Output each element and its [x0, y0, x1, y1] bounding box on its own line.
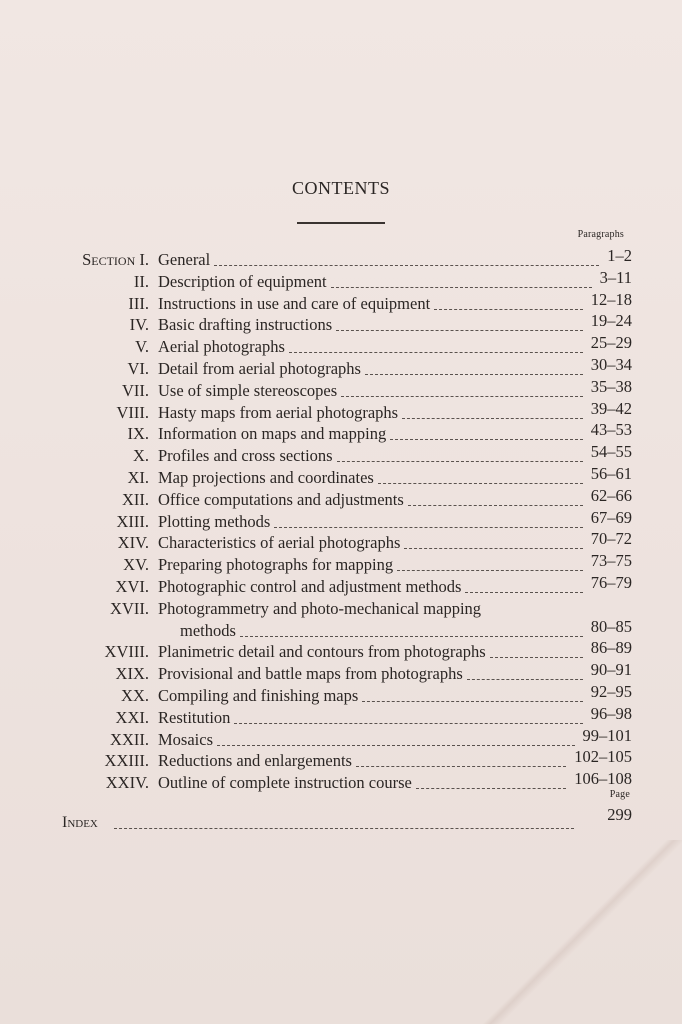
toc-row[interactable]: [0, 485, 682, 511]
section-numeral: XXIV.: [105, 773, 149, 793]
paragraph-range: 39–42: [590, 398, 632, 418]
section-numeral: XXIII.: [104, 751, 149, 771]
paragraph-range: 96–98: [590, 703, 632, 723]
paragraph-range: 67–69: [590, 507, 632, 527]
paragraph-range: 30–34: [590, 355, 632, 374]
section-title: Restitution: [158, 707, 231, 727]
paragraph-range: 106–108: [574, 769, 632, 789]
paragraph-range: 80–85: [590, 616, 632, 636]
section-numeral: XII.: [121, 489, 149, 509]
toc-row[interactable]: [0, 598, 682, 620]
dot-leader: [214, 264, 599, 266]
page-column-label: Page: [609, 789, 630, 800]
section-numeral: II.: [133, 271, 149, 291]
section-numeral: XIII.: [116, 511, 149, 531]
section-title: Provisional and battle maps from photographs: [158, 664, 463, 684]
toc-row[interactable]: [0, 267, 682, 293]
section-number: [116, 402, 149, 424]
section-title: Instructions in use and care of equipment: [158, 293, 431, 313]
section-title: Office computations and adjustments: [158, 489, 404, 509]
dot-leader: [274, 526, 583, 528]
section-title: Planimetric detail and contours from photographs: [158, 642, 486, 662]
dot-leader: [465, 591, 583, 593]
paragraph-range: 54–55: [590, 442, 632, 462]
dot-leader: [467, 678, 583, 680]
section-number: [118, 532, 149, 554]
dot-leader: [402, 417, 583, 419]
section-title: Photographic control and adjustment methods: [158, 577, 462, 596]
dot-leader: [240, 635, 583, 637]
section-number: [110, 598, 149, 620]
dot-leader: [337, 460, 583, 462]
section-title: Plotting methods: [158, 511, 271, 531]
paragraph-range: 92–95: [590, 682, 632, 701]
toc-row[interactable]: [0, 638, 682, 663]
section-numeral: VI.: [127, 359, 149, 378]
section-numeral: I.: [139, 250, 149, 269]
section-number: [122, 489, 149, 511]
section-number: [105, 750, 149, 772]
dot-leader: [341, 395, 583, 397]
section-number: [127, 358, 149, 380]
section-numeral: X.: [132, 446, 149, 466]
section-number: [106, 772, 149, 794]
toc-row[interactable]: [0, 246, 682, 271]
section-number: [133, 445, 149, 467]
toc-row[interactable]: [0, 464, 682, 489]
index-label: Index: [62, 814, 98, 831]
section-number: [128, 293, 149, 315]
section-title: Mosaics: [158, 729, 213, 749]
paragraph-range: 19–24: [590, 311, 632, 331]
title-divider: [297, 222, 385, 224]
index-row[interactable]: [0, 805, 682, 834]
section-number: [121, 685, 149, 707]
section-title: Aerial photographs: [158, 337, 285, 357]
paragraph-range: 102–105: [574, 747, 632, 767]
section-numeral: V.: [135, 337, 149, 357]
paragraph-range: 25–29: [590, 333, 632, 353]
section-number: [116, 707, 149, 729]
section-number: [134, 271, 149, 293]
dot-leader: [397, 569, 583, 571]
section-title: Preparing photographs for mapping: [158, 555, 394, 575]
dot-leader: [362, 700, 583, 702]
toc-row[interactable]: [0, 507, 682, 533]
dot-leader: [365, 373, 583, 375]
toc-row[interactable]: [0, 682, 682, 707]
dot-leader: [408, 504, 583, 506]
paragraph-range: 35–38: [590, 376, 632, 396]
section-numeral: XIX.: [115, 664, 149, 684]
toc-row-continuation[interactable]: [0, 616, 682, 642]
toc-row[interactable]: [0, 398, 682, 424]
dot-leader: [331, 286, 592, 288]
dot-leader: [390, 438, 583, 440]
paragraph-range: 56–61: [590, 464, 632, 483]
toc-row[interactable]: [0, 529, 682, 554]
paragraph-range: 86–89: [590, 638, 632, 658]
toc-row[interactable]: [0, 333, 682, 358]
section-numeral: XVI.: [115, 577, 149, 596]
section-title: Use of simple stereoscopes: [158, 380, 338, 400]
toc-row[interactable]: [0, 551, 682, 576]
page-title: CONTENTS: [292, 178, 390, 198]
section-title: Photogrammetry and photo-mechanical mapping: [158, 598, 482, 618]
section-numeral: XXI.: [115, 707, 149, 727]
section-number: [123, 554, 149, 576]
section-numeral: XIV.: [117, 533, 149, 553]
section-title: Profiles and cross sections: [158, 446, 333, 466]
dot-leader: [378, 482, 583, 484]
dot-leader: [114, 827, 574, 829]
toc-row[interactable]: [0, 376, 682, 402]
section-number: [116, 511, 149, 533]
paragraph-range: 3–11: [599, 267, 632, 287]
dot-leader: [217, 744, 575, 746]
section-numeral: III.: [128, 293, 149, 313]
paragraph-range: 90–91: [590, 660, 632, 680]
section-number: [116, 663, 149, 685]
dot-leader: [404, 547, 583, 549]
paragraph-range: 1–2: [607, 246, 632, 265]
section-title: General: [158, 250, 211, 269]
toc-row[interactable]: [0, 355, 682, 380]
section-numeral: IX.: [127, 424, 149, 444]
section-numeral: XX.: [121, 686, 149, 705]
section-numeral: XI.: [127, 468, 149, 487]
section-title: Reductions and enlargements: [158, 751, 352, 771]
section-number: [82, 249, 149, 271]
section-numeral: VII.: [121, 380, 149, 400]
page-crease: [482, 840, 682, 1024]
section-number: [105, 641, 149, 663]
toc-row[interactable]: [0, 660, 682, 685]
section-title: Description of equipment: [158, 271, 327, 291]
section-title: Compiling and finishing maps: [158, 686, 359, 705]
dot-leader: [234, 722, 583, 724]
section-number: [127, 467, 149, 489]
dot-leader: [434, 308, 583, 310]
paragraph-range: 43–53: [590, 420, 632, 440]
section-title: Outline of complete instruction course: [158, 773, 412, 793]
section-number: [110, 729, 149, 751]
dot-leader: [416, 787, 566, 789]
toc-row[interactable]: [0, 703, 682, 729]
section-title: Basic drafting instructions: [158, 315, 333, 335]
section-number: [127, 423, 149, 445]
section-title: Detail from aerial photographs: [158, 359, 361, 378]
dot-leader: [356, 765, 566, 767]
toc-row[interactable]: [0, 289, 682, 315]
section-title: Map projections and coordinates: [158, 468, 374, 487]
paragraph-range: 73–75: [590, 551, 632, 571]
dot-leader: [289, 351, 583, 353]
section-title: Information on maps and mapping: [158, 424, 387, 444]
section-number: [122, 380, 149, 402]
paragraph-range: 12–18: [590, 289, 632, 309]
section-title: Hasty maps from aerial photographs: [158, 402, 399, 422]
paragraph-range: 70–72: [590, 529, 632, 549]
section-title-continuation: methods: [180, 620, 236, 640]
section-numeral: XVII.: [110, 598, 149, 618]
dot-leader: [336, 329, 583, 331]
section-numeral: IV.: [129, 315, 149, 335]
toc-row[interactable]: [0, 573, 682, 598]
paragraph-range: 76–79: [590, 573, 632, 592]
paragraphs-column-label: Paragraphs: [577, 229, 624, 240]
paragraph-range: 62–66: [590, 485, 632, 505]
toc-row[interactable]: [0, 769, 682, 794]
section-word: Section: [82, 250, 136, 269]
section-numeral: XXII.: [110, 729, 149, 749]
section-number: [130, 314, 149, 336]
toc-row[interactable]: [0, 311, 682, 336]
section-numeral: XVIII.: [104, 642, 149, 662]
section-title: Characteristics of aerial photographs: [158, 533, 401, 553]
toc-row[interactable]: [0, 442, 682, 467]
paragraph-range: 99–101: [582, 725, 632, 745]
dot-leader: [490, 656, 583, 658]
index-page-number: 299: [607, 805, 632, 824]
toc-row[interactable]: [0, 420, 682, 445]
section-number: [135, 336, 149, 358]
section-numeral: VIII.: [116, 402, 149, 422]
section-numeral: XV.: [123, 555, 149, 575]
section-number: [116, 576, 149, 598]
